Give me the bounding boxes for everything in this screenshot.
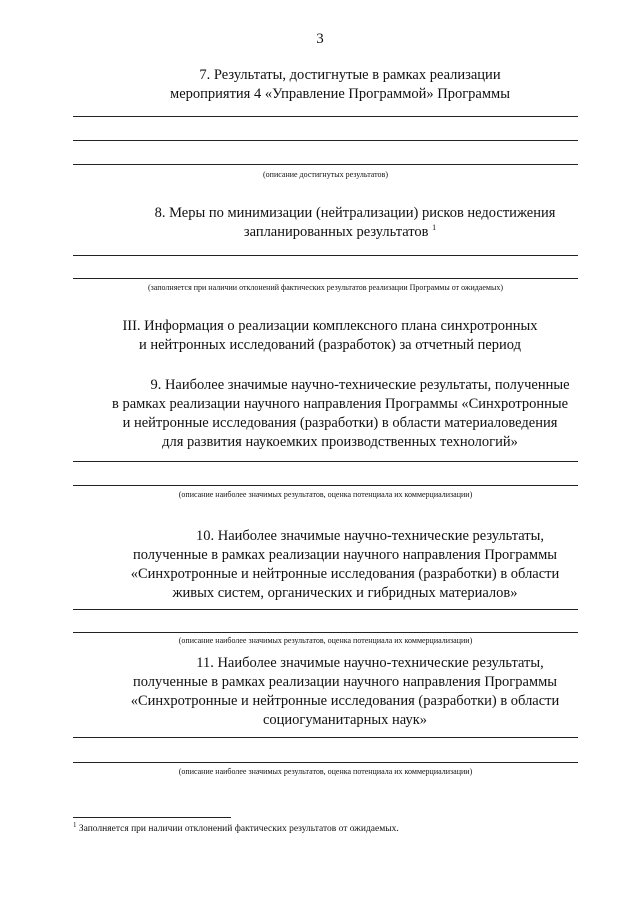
footnote-text: Заполняется при наличии отклонений фактических результатов от ожидаемых. <box>78 824 399 834</box>
section-10-heading <box>100 527 590 603</box>
fill-line <box>73 632 578 633</box>
section-iii-heading <box>100 317 560 355</box>
fill-line <box>73 278 578 279</box>
heading-line: 10. Наиболее значимые научно-технические результаты, <box>195 528 544 544</box>
section-11-caption: (описание наиболее значимых результатов, оценка потенциала их коммерциализации) <box>178 767 473 776</box>
heading-line: 11. Наиболее значимые научно-технические результаты, <box>196 655 544 671</box>
fill-line <box>73 737 578 738</box>
heading-line: живых систем, органических и гибридных материалов» <box>172 585 518 601</box>
section-9-heading <box>90 376 590 452</box>
heading-line: и нейтронные исследования (разработки) в области материаловедения <box>122 415 558 431</box>
heading-line: мероприятия 4 «Управление Программой» Программы <box>170 86 510 102</box>
fill-line <box>73 164 578 165</box>
heading-line: для развития наукоемких производственных технологий» <box>162 434 518 450</box>
section-10-caption: (описание наиболее значимых результатов, оценка потенциала их коммерциализации) <box>178 636 473 645</box>
fill-line <box>73 609 578 610</box>
heading-line-text: запланированных результатов <box>243 224 429 240</box>
heading-line <box>100 223 580 242</box>
heading-line: полученные в рамках реализации научного направления Программы <box>132 674 558 690</box>
heading-line: «Синхротронные и нейтронные исследования (разработки) в области <box>130 566 560 582</box>
heading-line: в рамках реализации научного направления Программы «Синхротронные <box>111 396 569 412</box>
heading-line: «Синхротронные и нейтронные исследования (разработки) в области <box>130 693 560 709</box>
fill-line <box>73 255 578 256</box>
fill-line <box>73 461 578 462</box>
heading-line: полученные в рамках реализации научного направления Программы <box>132 547 558 563</box>
footnote-separator <box>73 817 231 818</box>
heading-line: 7. Результаты, достигнутые в рамках реализации <box>199 67 501 83</box>
heading-line: 9. Наиболее значимые научно-технические результаты, полученные <box>150 377 570 393</box>
page-number: 3 <box>316 31 324 47</box>
heading-line: социогуманитарных наук» <box>262 712 428 728</box>
section-11-heading <box>100 654 590 730</box>
heading-line: 8. Меры по минимизации (нейтрализации) рисков недостижения <box>154 205 556 221</box>
footnote-ref: 1 <box>432 223 437 232</box>
section-7-heading <box>120 66 560 104</box>
fill-line <box>73 116 578 117</box>
heading-line: III. Информация о реализации комплексного плана синхротронных <box>122 318 538 334</box>
footnote <box>73 823 399 835</box>
fill-line <box>73 762 578 763</box>
section-9-caption: (описание наиболее значимых результатов, оценка потенциала их коммерциализации) <box>178 490 473 499</box>
section-7-caption: (описание достигнутых результатов) <box>263 170 388 179</box>
fill-line <box>73 485 578 486</box>
fill-line <box>73 140 578 141</box>
section-8-caption: (заполняется при наличии отклонений фактических результатов реализации Программы от ожидаемых) <box>147 283 504 292</box>
section-8-heading <box>100 204 580 242</box>
footnote-marker: 1 <box>73 821 77 829</box>
heading-line: и нейтронных исследований (разработок) за отчетный период <box>138 337 522 353</box>
